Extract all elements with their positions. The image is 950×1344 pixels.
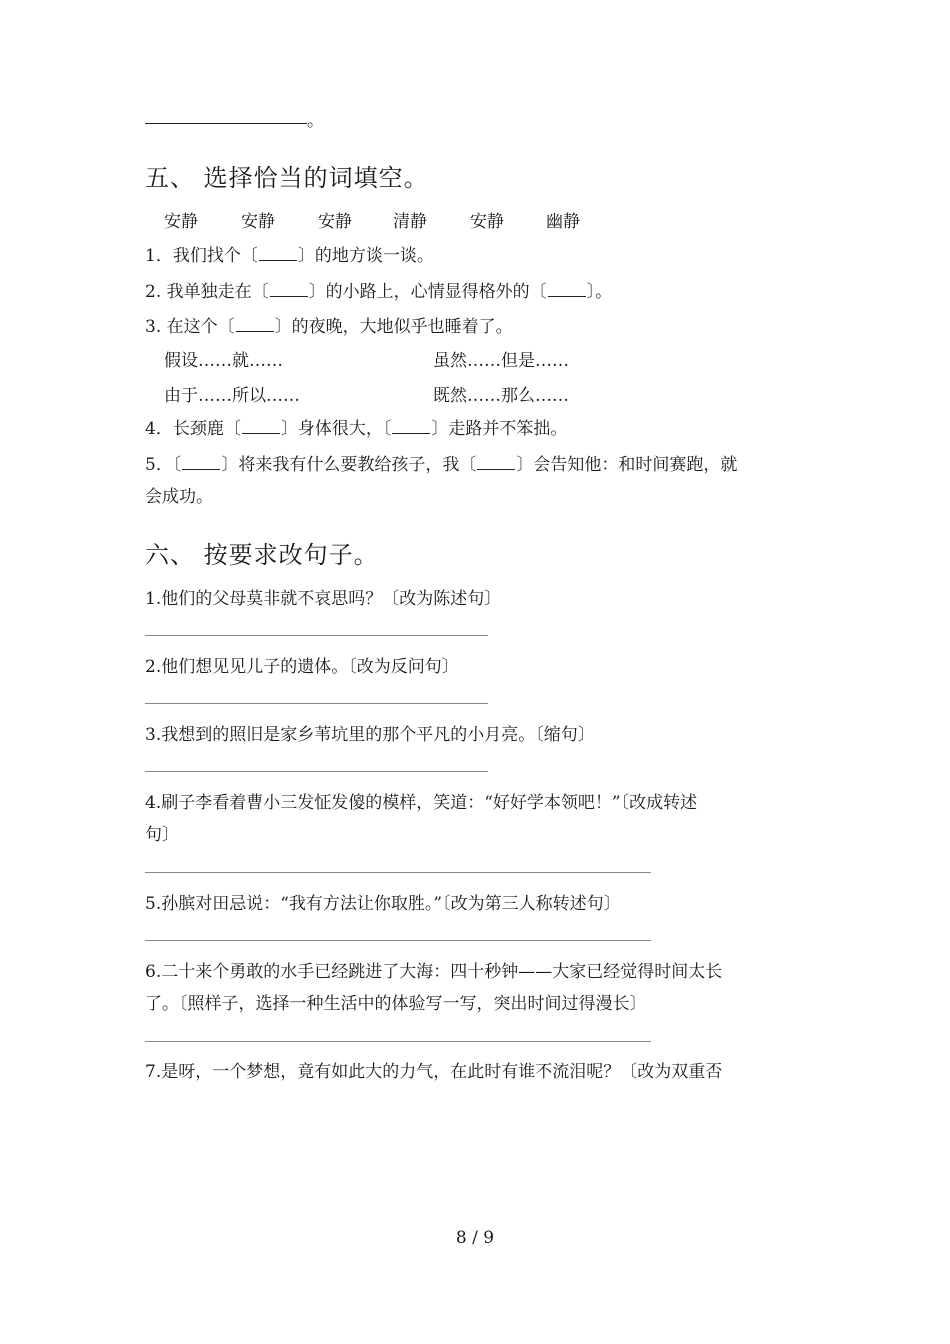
conjunction-pair: 既然……那么…… — [433, 386, 569, 406]
rewrite-question-4-continuation: 句〕 — [145, 825, 179, 845]
fill-blank[interactable] — [182, 455, 220, 470]
page-number: 8 / 9 — [455, 1228, 495, 1248]
answer-line[interactable] — [145, 703, 488, 704]
question-5-5: 5．〔 〕将来我有什么要教给孩子，我〔 〕会告知他：和时间赛跑，就 — [145, 455, 738, 475]
answer-line — [145, 123, 307, 124]
conjunction-pair: 由于……所以…… — [164, 386, 300, 406]
rewrite-question-5: 5.孙膑对田忌说：“我有方法让你取胜。”〔改为第三人称转述句〕 — [145, 894, 621, 914]
conjunction-pair: 假设……就…… — [164, 351, 283, 371]
fill-blank[interactable] — [548, 282, 586, 297]
word-option: 安静 — [470, 212, 504, 232]
question-5-2: 2. 我单独走在〔 〕的小路上，心情显得格外的〔 〕。 — [145, 282, 613, 302]
answer-line[interactable] — [145, 635, 488, 636]
rewrite-question-6-continuation: 了。〔照样子，选择一种生活中的体验写一写，突出时间过得漫长〕 — [145, 994, 647, 1014]
word-option: 清静 — [393, 212, 427, 232]
question-5-5-continuation: 会成功。 — [145, 487, 213, 507]
section-6-title: 六、 按要求改句子。 — [145, 541, 379, 569]
fill-blank[interactable] — [477, 455, 515, 470]
period-mark: 。 — [307, 111, 324, 131]
rewrite-question-4: 4.刷子李看着曹小三发怔发傻的模样，笑道：“好好学本领吧！”〔改成转述 — [145, 793, 698, 813]
question-5-1: 1．我们找个〔 〕的地方谈一谈。 — [145, 246, 434, 266]
fill-blank[interactable] — [236, 317, 274, 332]
question-5-4: 4．长颈鹿〔 〕身体很大，〔 〕走路并不笨拙。 — [145, 419, 568, 439]
rewrite-question-1: 1.他们的父母莫非就不哀思吗？〔改为陈述句〕 — [145, 589, 502, 609]
question-5-3: 3. 在这个〔 〕的夜晚，大地似乎也睡着了。 — [145, 317, 513, 337]
word-option: 幽静 — [546, 212, 580, 232]
rewrite-question-6: 6.二十来个勇敢的水手已经跳进了大海：四十秒钟——大家已经觉得时间太长 — [145, 962, 723, 982]
fill-blank[interactable] — [270, 282, 308, 297]
word-option: 安静 — [241, 212, 275, 232]
fill-blank[interactable] — [259, 246, 297, 261]
word-option: 安静 — [318, 212, 352, 232]
answer-line[interactable] — [145, 771, 488, 772]
answer-line[interactable] — [145, 1041, 651, 1042]
section-5-title: 五、 选择恰当的词填空。 — [145, 164, 429, 192]
rewrite-question-3: 3.我想到的照旧是家乡苇坑里的那个平凡的小月亮。〔缩句〕 — [145, 725, 595, 745]
conjunction-pair: 虽然……但是…… — [433, 351, 569, 371]
answer-line[interactable] — [145, 872, 651, 873]
rewrite-question-7: 7.是呀，一个梦想，竟有如此大的力气，在此时有谁不流泪呢？〔改为双重否 — [145, 1062, 723, 1082]
answer-line[interactable] — [145, 940, 651, 941]
word-option: 安静 — [164, 212, 198, 232]
rewrite-question-2: 2.他们想见见儿子的遗体。〔改为反问句〕 — [145, 657, 459, 677]
fill-blank[interactable] — [392, 419, 430, 434]
fill-blank[interactable] — [242, 419, 280, 434]
